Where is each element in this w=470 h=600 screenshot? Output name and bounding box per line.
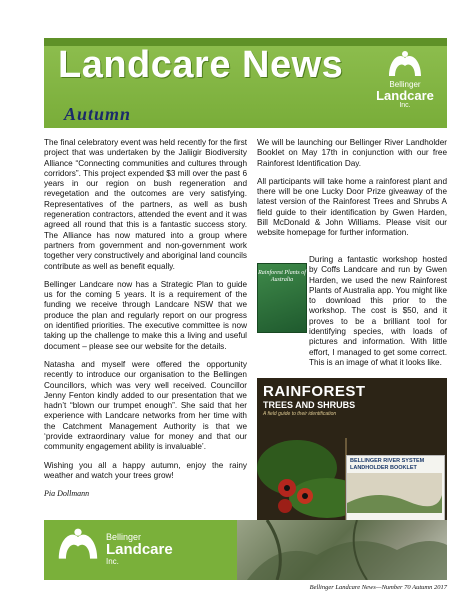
paragraph-councillors: Natasha and myself were offered the opportunity recently to introduce our organisation to the Bellingen Councillors, which was very well received. Councillor Jenny Fenton kindly added to our presentation that we hadn’t “blown our trumpet enough”. She said that her experience with Landcare networks from her time with the Catchment Management Authority is that we ‘provide extraordinary value for money and that our community engagement ability is invaluable’. [44, 359, 247, 452]
logo-line-3: Inc. [399, 102, 411, 109]
book-tagline: A field guide to their identification [263, 411, 337, 417]
logo-line-1: Bellinger [389, 80, 421, 89]
booklet-photo-graphic [347, 473, 442, 513]
logo-line-2: Landcare [376, 88, 434, 103]
season-label: Autumn [64, 104, 132, 124]
paragraph-wishes: Wishing you all a happy autumn, enjoy the rainy weather and watch your trees grow! [44, 460, 247, 480]
paragraph-strategic-plan: Bellinger Landcare now has a Strategic Plan to guide us for the coming 5 years. It is a requirement of the funding we receive through Landcare NSW that we produce the plan and regularly report on our progress on identified priorities. The executive committee is now taking up the challenge to make this a living and useful document – please see our website for the details. [44, 279, 247, 351]
app-cover-title: Rainforest Plants of Australia [258, 270, 306, 283]
footer-landcare-logo [54, 524, 102, 567]
right-column [257, 138, 447, 247]
left-column [44, 138, 247, 508]
footer-landcare-hands-icon [54, 524, 102, 562]
app-cover-image [257, 263, 307, 333]
newsletter-title: Landcare News [58, 44, 344, 86]
book-title: RAINFOREST [263, 383, 366, 400]
footer-photo [237, 520, 447, 580]
landcare-hands-icon [385, 48, 425, 78]
paragraph-workshop: During a fantastic workshop hosted by Coffs Landcare and run by Gwen Harden, we used the new Rainforest Plants of Australia app. You might like to download this prior to the workshop. The cost is $50, and it proves to be a brilliant tool for identifying species, with loads of pictures and information. With little effort, I managed to get some correct. This is an image of what it looks like. [309, 255, 447, 367]
footer-logo-line-1: Bellinger [106, 532, 142, 542]
book-subtitle: TREES AND SHRUBS [263, 400, 356, 410]
signature: Pia Dollmann [44, 489, 90, 499]
landcare-logo [369, 48, 441, 120]
footer-foliage-graphic [237, 520, 447, 580]
landholder-booklet-image [346, 455, 445, 521]
footer-logo-line-3: Inc. [106, 557, 119, 566]
footer-logo-line-2: Landcare [106, 541, 173, 558]
paragraph-participants: All participants will take home a rainforest plant and there will be one Lucky Door Prize giveaway of the latest version of the Rainforest Trees and Shrubs A field guide to their identification by Gwen Harden, Bill McDonald & John Williams. Please visit our website homepage for further information. [257, 176, 447, 238]
masthead-banner [44, 38, 447, 128]
paragraph-launch: We will be launching our Bellinger River Landholder Booklet on May 17th in conjunction with our free Rainforest Identification Day. [257, 138, 447, 168]
booklet-title: BELLINGER RIVER SYSTEM LANDHOLDER BOOKLET [350, 458, 425, 471]
paragraph-event: The final celebratory event was held recently for the first project that was undertaken by the Jaliigir Biodiversity Alliance “Connecting communities and cultures through corridors”. This project expended $3 mill over the past 6 years in our region on bush regeneration and revegetation and the outcomes are very satisfying. Representatives of the partners, as well as bush regeneration contractors, attended the event and it was agreed all round that this is a fantastic success story. The Alliance has now matured into a group where partners from government and non-government work together very constructively and aboriginal land councils contribute as well as benefit equally. [44, 138, 247, 271]
footer-caption: Bellinger Landcare News—Number 70 Autumn 2017 [309, 584, 447, 591]
footer-banner [44, 520, 447, 580]
footer-logo-text [106, 532, 173, 566]
